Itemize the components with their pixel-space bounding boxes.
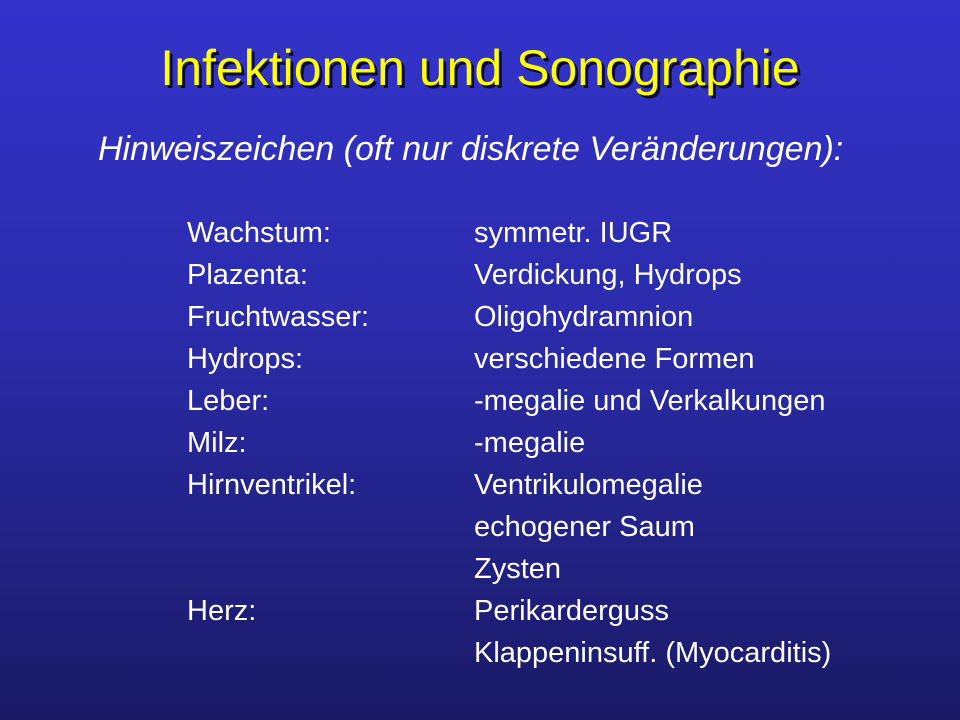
- row-value: verschiedene Formen: [474, 343, 755, 375]
- findings-row: [187, 422, 927, 464]
- row-value: Zysten: [474, 553, 562, 585]
- row-value: Verdickung, Hydrops: [474, 259, 742, 291]
- findings-row: [187, 338, 927, 380]
- row-value: symmetr. IUGR: [474, 217, 673, 249]
- slide-title: Infektionen und Sonographie: [160, 40, 800, 96]
- row-label: Milz:: [187, 427, 247, 459]
- findings-row: [187, 590, 927, 632]
- row-value: Perikarderguss: [474, 595, 670, 627]
- row-value: -megalie: [474, 427, 586, 459]
- row-value: Ventrikulomegalie: [474, 469, 703, 501]
- row-label: Hirnventrikel:: [187, 469, 357, 501]
- row-value: echogener Saum: [474, 511, 695, 543]
- row-label: Hydrops:: [187, 343, 304, 375]
- findings-row: [187, 212, 927, 254]
- row-label: Wachstum:: [187, 217, 331, 249]
- findings-row: [187, 296, 927, 338]
- row-value: -megalie und Verkalkungen: [474, 385, 826, 417]
- row-label: Plazenta:: [187, 259, 308, 291]
- findings-row: [187, 632, 927, 674]
- row-value: Klappeninsuff. (Myocarditis): [474, 637, 832, 669]
- findings-row: [187, 254, 927, 296]
- row-value: Oligohydramnion: [474, 301, 694, 333]
- findings-row: [187, 506, 927, 548]
- findings-row: [187, 548, 927, 590]
- row-label: Fruchtwasser:: [187, 301, 370, 333]
- findings-row: [187, 380, 927, 422]
- row-label: Herz:: [187, 595, 257, 627]
- row-label: Leber:: [187, 385, 270, 417]
- findings-row: [187, 464, 927, 506]
- findings-list: [187, 212, 927, 674]
- slide-subtitle: Hinweiszeichen (oft nur diskrete Veränderungen):: [98, 130, 844, 168]
